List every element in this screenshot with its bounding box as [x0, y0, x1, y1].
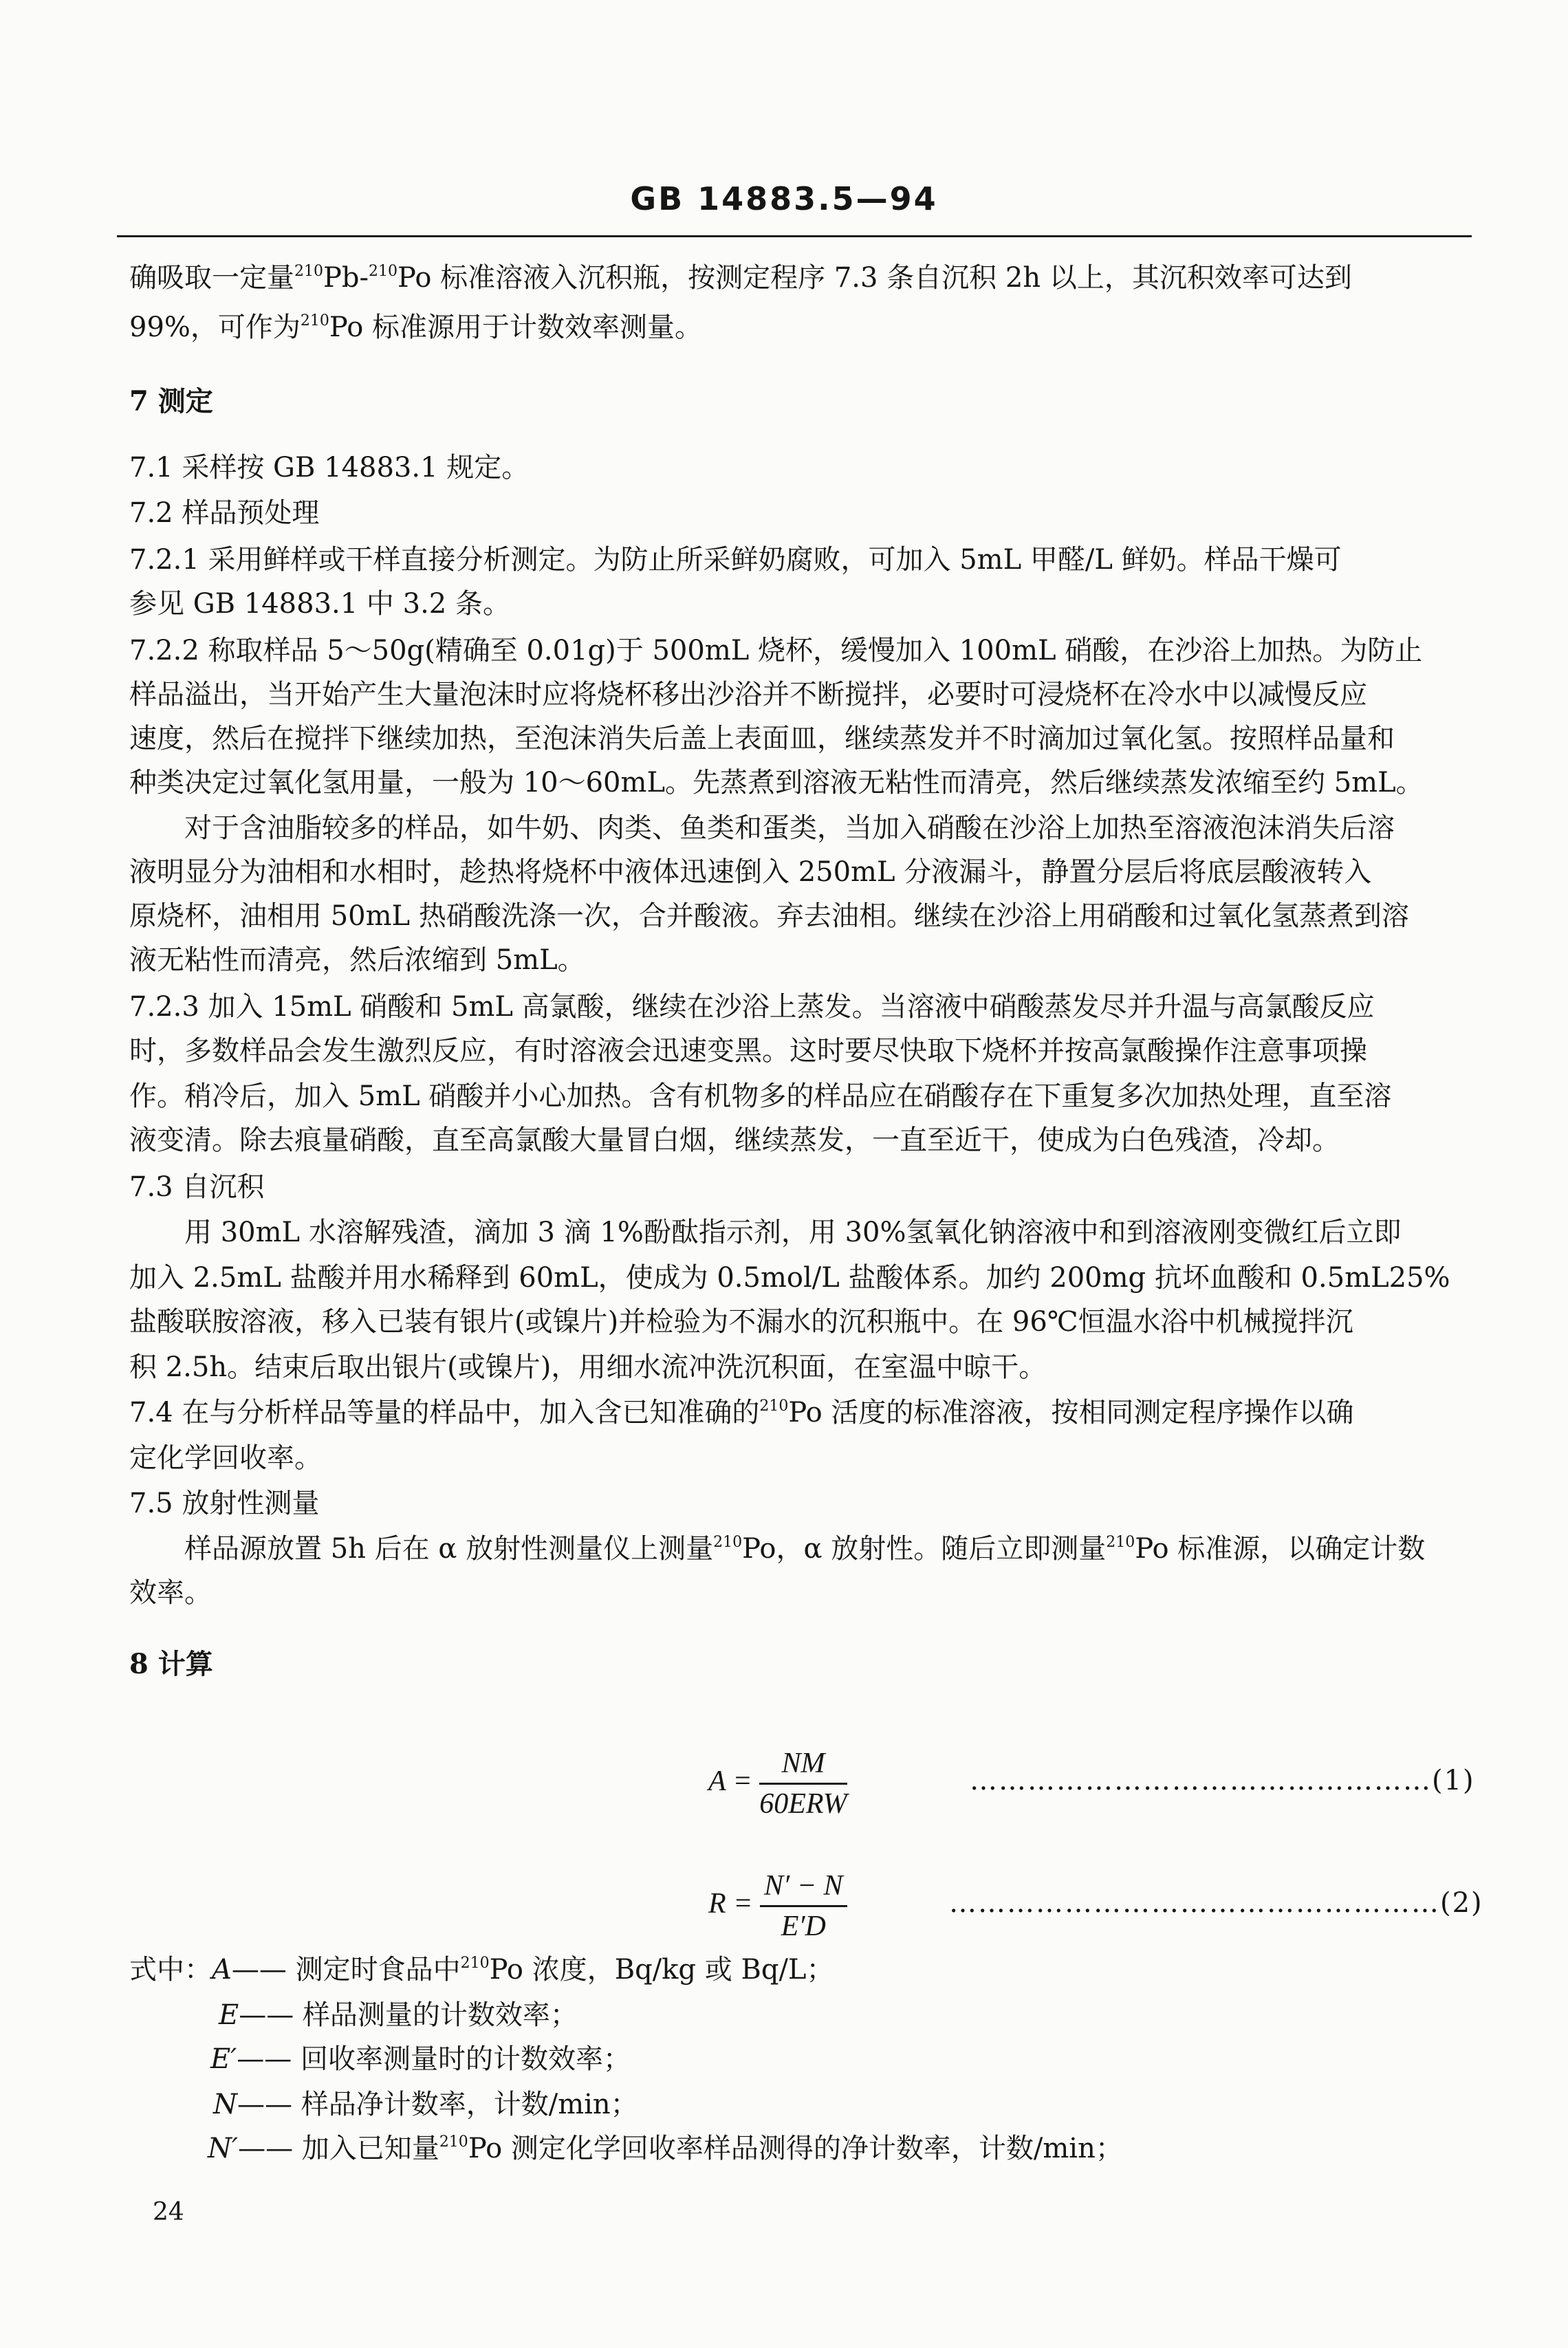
clause-7-3-line-4: 积 2.5h。结束后取出银片(或镍片)，用细水流冲洗沉积面，在室温中晾干。 — [129, 1351, 1047, 1383]
definition-N-prime: N′—— 加入已知量$^{210}$Po 测定化学回收率样品测得的净计数率，计数/min； — [208, 2133, 1123, 2164]
clause-7-2-2-line-3: 速度，然后在搅拌下继续加热，至泡沫消失后盖上表面皿，继续蒸发并不时滴加过氧化氢。按照样品量和 — [129, 723, 1395, 754]
clause-7-3-line-3: 盐酸联胺溶液，移入已装有银片(或镍片)并检验为不漏水的沉积瓶中。在 96℃恒温水浴中机械搅拌沉 — [129, 1306, 1353, 1338]
equation-1-fraction — [759, 1747, 847, 1820]
oil-paragraph-line-1: 对于含油脂较多的样品，如牛奶、肉类、鱼类和蛋类，当加入硝酸在沙浴上加热至溶液泡沫消失后溶 — [184, 812, 1395, 844]
clause-7-2-2-line-2: 样品溢出，当开始产生大量泡沫时应将烧杯移出沙浴并不断搅拌，必要时可浸烧杯在冷水中以减慢反应 — [129, 679, 1367, 710]
clause-7-5-line-2: 效率。 — [129, 1577, 212, 1609]
equation-1 — [708, 1747, 847, 1820]
equation-1-denominator: 60ERW — [759, 1788, 847, 1820]
standard-code-header: GB 14883.5—94 — [630, 180, 938, 217]
equation-1-leader: …………………………………………(1) — [970, 1765, 1475, 1796]
equation-2-leader: ……………………………………………(2) — [949, 1887, 1483, 1919]
definition-N: N—— 样品净计数率，计数/min； — [213, 2089, 638, 2120]
intro-line-1: 确吸取一定量$^{210}$Pb-$^{210}$Po 标准溶液入沉积瓶，按测定程序 7.3 条自沉积 2h 以上，其沉积效率可达到 — [129, 262, 1352, 294]
section-8-heading: 8 计算 — [129, 1648, 213, 1680]
clause-7-4-line-2: 定化学回收率。 — [129, 1442, 322, 1474]
equation-1-lhs: A = — [708, 1765, 752, 1798]
oil-paragraph-line-4: 液无粘性而清亮，然后浓缩到 5mL。 — [129, 944, 585, 976]
equation-2 — [708, 1869, 847, 1943]
clause-7-2-3-line-3: 作。稍冷后，加入 5mL 硝酸并小心加热。含有机物多的样品应在硝酸存在下重复多次加热处理，直至溶 — [129, 1080, 1392, 1112]
clause-7-3-line-2: 加入 2.5mL 盐酸并用水稀释到 60mL，使成为 0.5mol/L 盐酸体系。加约 200mg 抗坏血酸和 0.5mL25% — [129, 1262, 1450, 1294]
equation-2-denominator: E′D — [781, 1911, 826, 1942]
equation-1-numerator: NM — [759, 1747, 847, 1785]
oil-paragraph-line-3: 原烧杯，油相用 50mL 热硝酸洗涤一次，合并酸液。弃去油相。继续在沙浴上用硝酸和过氧化氢蒸煮到溶 — [129, 900, 1409, 932]
clause-7-2-2-line-4: 种类决定过氧化氢用量，一般为 10～60mL。先蒸煮到溶液无粘性而清亮，然后继续蒸发浓缩至约 5mL。 — [129, 767, 1424, 798]
page-number: 24 — [153, 2198, 184, 2226]
equation-1-number: (1) — [1432, 1765, 1475, 1796]
definition-E: E—— 样品测量的计数效率； — [219, 1999, 578, 2031]
equation-2-lhs: R = — [708, 1888, 753, 1920]
clause-7-2-1-line-1: 7.2.1 采用鲜样或干样直接分析测定。为防止所采鲜奶腐败，可加入 5mL 甲醛/L 鲜奶。样品干燥可 — [129, 544, 1342, 576]
equation-2-fraction — [760, 1869, 847, 1943]
clause-7-5-line-1: 样品源放置 5h 后在 α 放射性测量仪上测量$^{210}$Po，α 放射性。随后立即测量$^{210}$Po 标准源，以确定计数 — [184, 1533, 1426, 1565]
clause-7-2-3-line-4: 液变清。除去痕量硝酸，直至高氯酸大量冒白烟，继续蒸发，一直至近干，使成为白色残渣，冷却。 — [129, 1124, 1340, 1156]
clause-7-5: 7.5 放射性测量 — [129, 1488, 320, 1519]
clause-7-2-1-line-2: 参见 GB 14883.1 中 3.2 条。 — [129, 588, 510, 620]
equation-2-numerator: N′ − N — [760, 1869, 847, 1907]
clause-7-2-3-line-1: 7.2.3 加入 15mL 硝酸和 5mL 高氯酸，继续在沙浴上蒸发。当溶液中硝酸蒸发尽并升温与高氯酸反应 — [129, 991, 1375, 1023]
equation-2-number: (2) — [1440, 1887, 1483, 1919]
header-rule — [117, 235, 1472, 237]
clause-7-3: 7.3 自沉积 — [129, 1171, 265, 1203]
clause-7-1: 7.1 采样按 GB 14883.1 规定。 — [129, 452, 530, 483]
clause-7-4-line-1: 7.4 在与分析样品等量的样品中，加入含已知准确的$^{210}$Po 活度的标准溶液，按相同测定程序操作以确 — [129, 1397, 1354, 1428]
clause-7-2-3-line-2: 时，多数样品会发生激烈反应，有时溶液会迅速变黑。这时要尽快取下烧杯并按高氯酸操作注意事项操 — [129, 1035, 1367, 1067]
definition-A: 式中：A—— 测定时食品中$^{210}$Po 浓度，Bq/kg 或 Bq/L； — [129, 1954, 834, 1986]
intro-line-2: 99%，可作为$^{210}$Po 标准源用于计数效率测量。 — [129, 312, 702, 343]
clause-7-2: 7.2 样品预处理 — [129, 497, 320, 529]
section-7-heading: 7 测定 — [129, 385, 213, 417]
definition-E-prime: E′—— 回收率测量时的计数效率； — [210, 2043, 631, 2075]
oil-paragraph-line-2: 液明显分为油相和水相时，趁热将烧杯中液体迅速倒入 250mL 分液漏斗，静置分层后将底层酸液转入 — [129, 856, 1372, 888]
clause-7-2-2-line-1: 7.2.2 称取样品 5～50g(精确至 0.01g)于 500mL 烧杯，缓慢加入 100mL 硝酸，在沙浴上加热。为防止 — [129, 635, 1423, 666]
clause-7-3-line-1: 用 30mL 水溶解残渣，滴加 3 滴 1%酚酞指示剂，用 30%氢氧化钠溶液中和到溶液刚变微红后立即 — [184, 1217, 1402, 1248]
